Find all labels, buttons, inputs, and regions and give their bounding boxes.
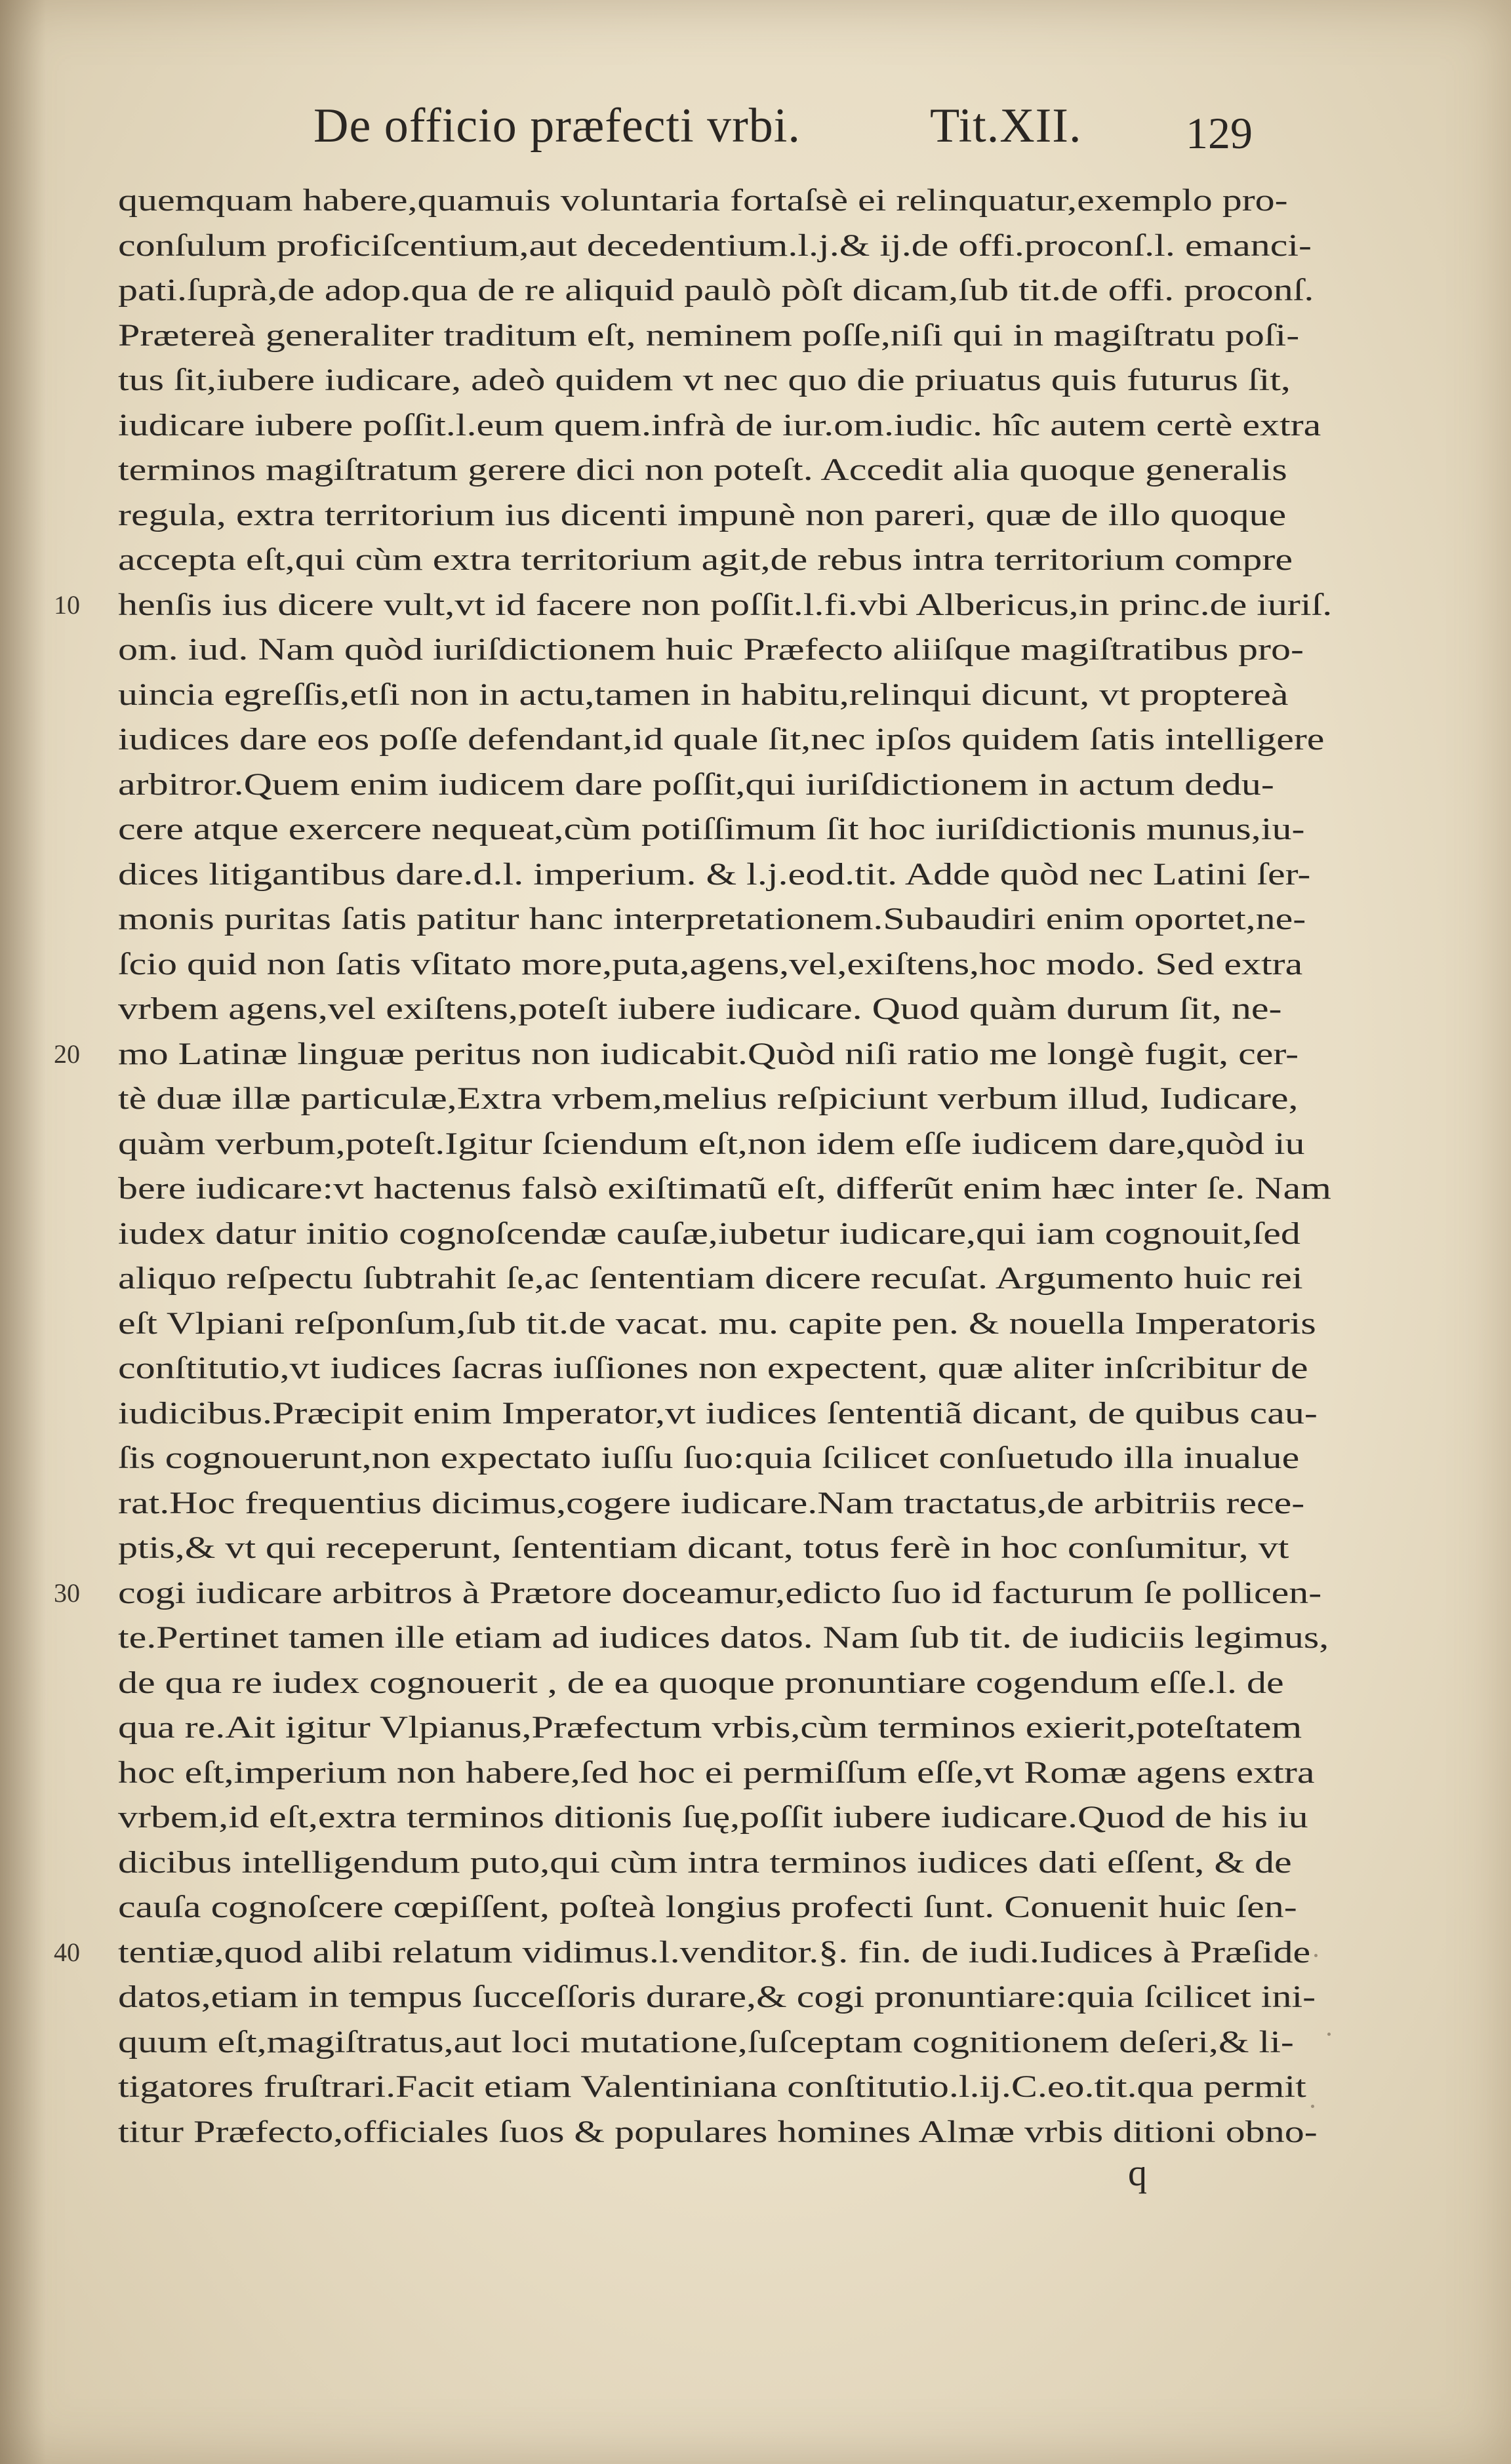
text-line — [118, 627, 1403, 673]
line-text: terminos magiſtratum gerere dici non poteſt. Accedit alia quoque generalis — [118, 452, 1287, 487]
line-text: iudicare iubere poſſit.l.eum quem.infrà de iur.om.iudic. hîc autem certè extra — [118, 407, 1321, 443]
line-text: tentiæ,quod alibi relatum vidimus.l.venditor.§. fin. de iudi.Iudices à Præſide — [118, 1934, 1311, 1970]
text-line — [118, 1256, 1403, 1302]
text-line — [118, 763, 1403, 808]
line-text: quàm verbum,poteſt.Igitur ſciendum eſt,non idem eſſe iudicem dare,quòd iu — [118, 1126, 1305, 1161]
text-line — [118, 1840, 1403, 1886]
line-text: cogi iudicare arbitros à Prætore doceamur,edicto ſuo id facturum ſe pollicen- — [118, 1575, 1322, 1610]
line-text: eſt Vlpiani reſponſum,ſub tit.de vacat. mu. capite pen. & nouella Imperatoris — [118, 1305, 1316, 1341]
text-line — [118, 1077, 1403, 1122]
line-text: tè duæ illæ particulæ,Extra vrbem,melius reſpiciunt verbum illud, Iudicare, — [118, 1081, 1299, 1116]
line-text: uincia egreſſis,etſi non in actu,tamen in habitu,relinqui dicunt, vt proptereà — [118, 677, 1289, 712]
text-line — [118, 403, 1403, 448]
line-text: ptis,& vt qui receperunt, ſententiam dicant, totus ferè in hoc conſumitur, vt — [118, 1530, 1289, 1565]
line-number: 30 — [54, 1578, 80, 1608]
line-text: ſis cognouerunt,non expectato iuſſu ſuo:quia ſcilicet conſuetudo illa inualue — [118, 1441, 1300, 1475]
text-line — [118, 1751, 1403, 1796]
line-text: om. iud. Nam quòd iuriſdictionem huic Præfecto aliiſque magiſtratibus pro- — [118, 632, 1304, 667]
text-line — [54, 1571, 1403, 1616]
text-line — [118, 1166, 1403, 1212]
line-text: Prætereà generaliter traditum eſt, neminem poſſe,niſi qui in magiſtratu poſi- — [118, 317, 1300, 353]
text-line — [118, 493, 1403, 538]
text-line — [118, 987, 1403, 1032]
text-line — [118, 2020, 1403, 2065]
line-text: vrbem,id eſt,extra terminos ditionis ſuę,poſſit iubere iudicare.Quod de his iu — [118, 1800, 1308, 1835]
text-line — [118, 807, 1403, 852]
line-number: 40 — [54, 1937, 80, 1967]
text-line — [118, 313, 1403, 359]
text-line — [118, 1436, 1403, 1481]
line-text: titur Præfecto,officiales ſuos & populares homines Almæ vrbis ditioni obno- — [118, 2114, 1318, 2149]
text-line — [118, 1122, 1403, 1167]
line-text: iudicibus.Præcipit enim Imperator,vt iudices ſententiã dicant, de quibus cau- — [118, 1395, 1318, 1431]
text-line — [118, 1302, 1403, 1347]
line-text: ſcio quid non ſatis vſitato more,puta,agens,vel,exiſtens,hoc modo. Sed extra — [118, 946, 1303, 982]
line-text: conſulum proficiſcentium,aut decedentium.l.j.& ij.de offi.proconſ.l. emanci- — [118, 228, 1312, 263]
line-text: de qua re iudex cognouerit , de ea quoque pronuntiare cogendum eſſe.l. de — [118, 1665, 1284, 1700]
text-line — [118, 942, 1403, 987]
text-line — [118, 1975, 1403, 2020]
text-line — [118, 897, 1403, 942]
text-line — [54, 583, 1403, 628]
line-text: tigatores fruſtrari.Facit etiam Valentiniana conſtitutio.l.ij.C.eo.tit.qua permit — [118, 2069, 1306, 2104]
line-text: iudices dare eos poſſe defendant,id quale ſit,nec ipſos quidem ſatis intelligere — [118, 722, 1325, 757]
text-line — [118, 1346, 1403, 1391]
line-text: tus ſit,iubere iudicare, adeò quidem vt nec quo die priuatus quis futurus ſit, — [118, 363, 1291, 397]
text-line — [118, 358, 1403, 403]
line-text: vrbem agens,vel exiſtens,poteſt iubere iudicare. Quod quàm durum ſit, ne- — [118, 991, 1282, 1026]
text-line — [118, 538, 1403, 583]
text-line — [118, 1795, 1403, 1840]
line-text: conſtitutio,vt iudices ſacras iuſſiones non expectent, quæ aliter inſcribitur de — [118, 1351, 1308, 1385]
line-text: dices litigantibus dare.d.l. imperium. & l.j.eod.tit. Adde quòd nec Latini ſer- — [118, 856, 1311, 892]
line-text: henſis ius dicere vult,vt id facere non poſſit.l.fi.vbi Albericus,in princ.de iuriſ. — [118, 587, 1333, 622]
line-text: datos,etiam in tempus ſucceſſoris durare,& cogi pronuntiare:quia ſcilicet ini- — [118, 1979, 1316, 2014]
line-text: dicibus intelligendum puto,qui cùm intra terminos iudices dati eſſent, & de — [118, 1844, 1292, 1880]
text-line — [118, 717, 1403, 763]
text-line — [118, 2065, 1403, 2110]
line-text: mo Latinæ linguæ peritus non iudicabit.Quòd niſi ratio me longè fugit, cer- — [118, 1036, 1299, 1071]
text-line — [118, 2110, 1403, 2155]
text-line — [118, 1526, 1403, 1571]
line-text: aliquo reſpectu ſubtrahit ſe,ac ſententiam dicere recuſat. Argumento huic rei — [118, 1261, 1303, 1296]
body-text — [54, 178, 1403, 2155]
folio-number: 129 — [1186, 108, 1253, 158]
text-line — [118, 1661, 1403, 1706]
running-title: De officio præfecti vrbi. — [313, 99, 801, 153]
line-text: hoc eſt,imperium non habere,ſed hoc ei permiſſum eſſe,vt Romæ agens extra — [118, 1755, 1315, 1790]
running-header — [0, 98, 1511, 170]
line-text: iudex datur initio cognoſcendæ cauſæ,iubetur iudicare,qui iam cognouit,ſed — [118, 1216, 1300, 1251]
text-line — [118, 1885, 1403, 1930]
text-line — [118, 224, 1403, 269]
text-line — [54, 1930, 1403, 1976]
line-text: te.Pertinet tamen ille etiam ad iudices datos. Nam ſub tit. de iudiciis legimus, — [118, 1620, 1329, 1655]
text-line — [54, 1032, 1403, 1077]
text-line — [118, 448, 1403, 493]
line-number: 10 — [54, 589, 80, 620]
text-line — [118, 1391, 1403, 1437]
line-text: qua re.Ait igitur Vlpianus,Præfectum vrbis,cùm terminos exierit,poteſtatem — [118, 1710, 1302, 1745]
text-line — [118, 1481, 1403, 1526]
text-line — [118, 1616, 1403, 1661]
text-line — [118, 673, 1403, 718]
line-text: cauſa cognoſcere cœpiſſent, poſteà longius profecti ſunt. Conuenit huic ſen- — [118, 1890, 1297, 1924]
title-number: Tit.XII. — [930, 99, 1082, 153]
paper-specks — [1308, 1941, 1347, 2137]
line-text: quum eſt,magiſtratus,aut loci mutatione,ſuſceptam cognitionem deſeri,& li- — [118, 2024, 1294, 2059]
signature-mark: q — [1128, 2151, 1147, 2194]
line-text: pati.ſuprà,de adop.qua de re aliquid paulò pòſt dicam,ſub tit.de offi. proconſ. — [118, 273, 1314, 308]
line-text: regula, extra territorium ius dicenti impunè non pareri, quæ de illo quoque — [118, 497, 1287, 532]
line-text: accepta eſt,qui cùm extra territorium agit,de rebus intra territorium compre — [118, 542, 1293, 577]
text-line — [118, 1705, 1403, 1751]
line-text: rat.Hoc frequentius dicimus,cogere iudicare.Nam tractatus,de arbitriis rece- — [118, 1485, 1305, 1520]
line-number: 20 — [54, 1039, 80, 1069]
spine-shadow — [0, 0, 46, 2464]
line-text: quemquam habere,quamuis voluntaria fortaſsè ei relinquatur,exemplo pro- — [118, 183, 1288, 218]
text-line — [118, 178, 1403, 224]
line-text: arbitror.Quem enim iudicem dare poſſit,qui iuriſdictionem in actum dedu- — [118, 766, 1274, 802]
text-line — [118, 1212, 1403, 1257]
text-line — [118, 852, 1403, 898]
line-text: cere atque exercere nequeat,cùm potiſſimum ſit hoc iuriſdictionis munus,iu- — [118, 812, 1305, 846]
line-text: bere iudicare:vt hactenus falsò exiſtimatũ eſt, differũt enim hæc inter ſe. Nam — [118, 1171, 1331, 1206]
text-line — [118, 268, 1403, 313]
line-text: monis puritas ſatis patitur hanc interpretationem.Subaudiri enim oportet,ne- — [118, 902, 1306, 936]
